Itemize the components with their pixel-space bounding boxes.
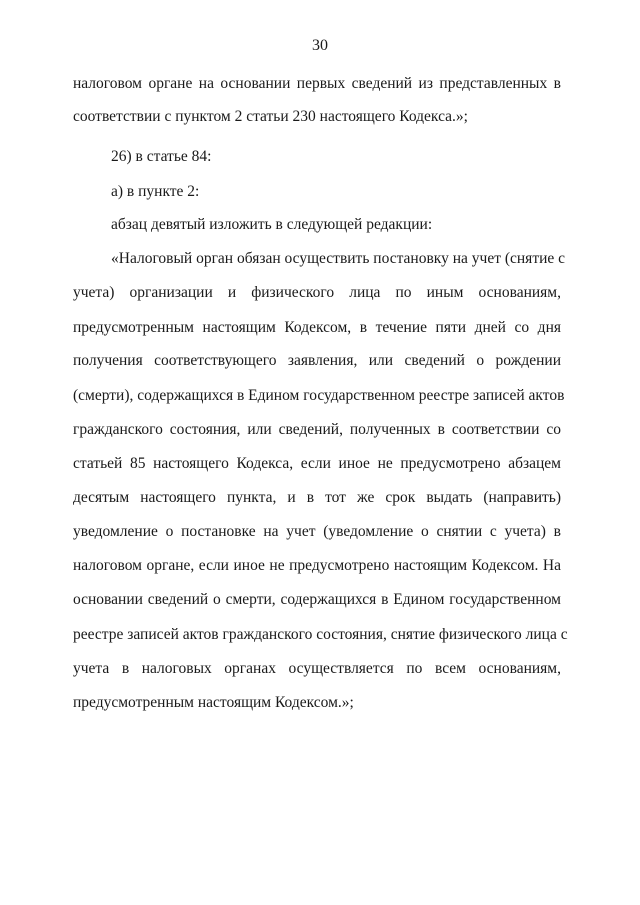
quoted-paragraph-line: десятым настоящего пункта, и в тот же срок выдать (направить) [73, 489, 561, 506]
quoted-paragraph-line: (смерти), содержащихся в Едином государственном реестре записей актов [73, 387, 565, 404]
instruction-line: абзац девятый изложить в следующей редакции: [111, 216, 433, 233]
quoted-paragraph-line: учета) организации и физического лица по иным основаниям, [73, 284, 561, 301]
quoted-paragraph-line: уведомление о постановке на учет (уведомление о снятии с учета) в [73, 523, 561, 540]
quoted-paragraph-line: налоговом органе, если иное не предусмотрено настоящим Кодексом. На [73, 557, 561, 574]
quoted-paragraph-line: основании сведений о смерти, содержащихся в Едином государственном [73, 591, 561, 608]
list-item-subheading: а) в пункте 2: [111, 183, 200, 200]
quoted-paragraph-line: предусмотренным настоящим Кодексом, в течение пяти дней со дня [73, 319, 561, 336]
quoted-paragraph-last-line: предусмотренным настоящим Кодексом.»; [73, 694, 354, 711]
text-line: соответствии с пунктом 2 статьи 230 настоящего Кодекса.»; [73, 108, 468, 125]
quoted-paragraph-first-line: «Налоговый орган обязан осуществить постановку на учет (снятие с [111, 250, 566, 267]
text-line: налоговом органе на основании первых сведений из представленных в [73, 75, 561, 92]
quoted-paragraph-line: реестре записей актов гражданского состояния, снятие физического лица с [73, 626, 568, 643]
page-number: 30 [312, 37, 328, 54]
list-item-heading: 26) в статье 84: [111, 148, 212, 165]
quoted-paragraph-line: гражданского состояния, или сведений, полученных в соответствии со [73, 421, 561, 438]
quoted-paragraph-line: учета в налоговых органах осуществляется по всем основаниям, [73, 660, 561, 677]
quoted-paragraph-line: статьей 85 настоящего Кодекса, если иное не предусмотрено абзацем [73, 455, 561, 472]
quoted-paragraph-line: получения соответствующего заявления, или сведений о рождении [73, 352, 561, 369]
